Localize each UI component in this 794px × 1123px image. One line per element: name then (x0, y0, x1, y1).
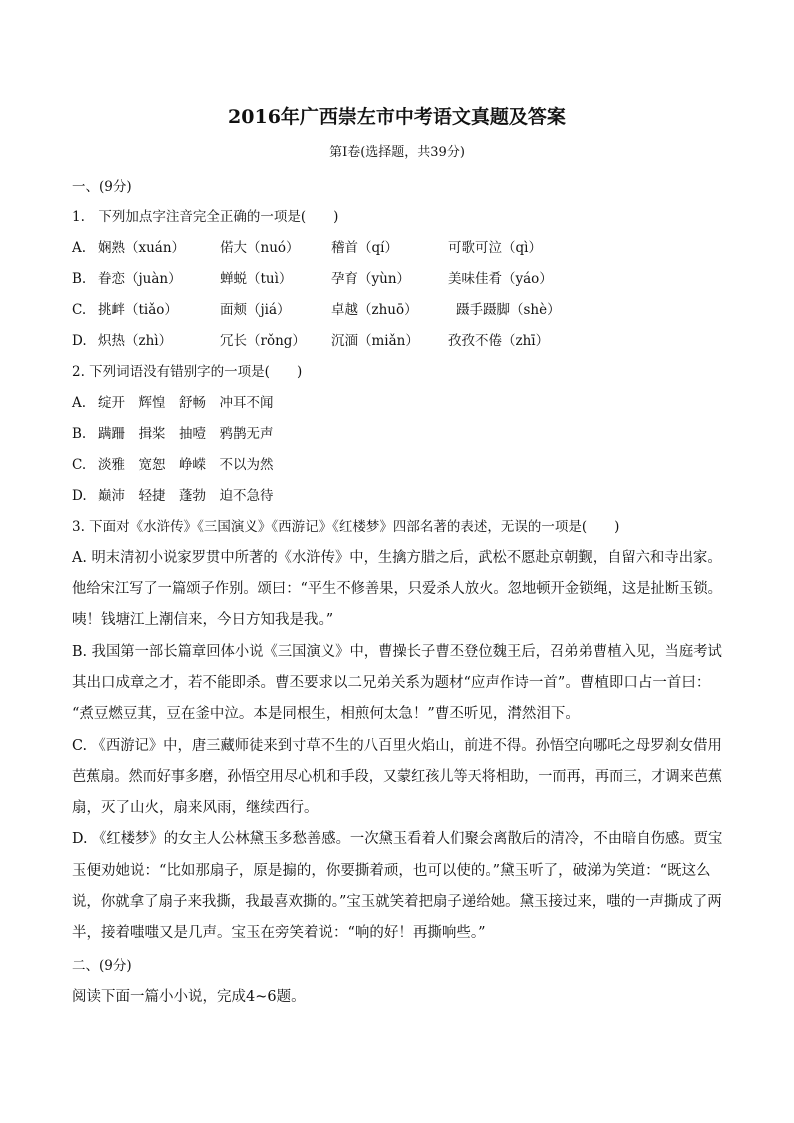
option-item: 面颊（jiá） (220, 302, 291, 318)
q3-option-c-line: 扇，灭了山火，扇来风雨，继续西行。 (72, 800, 319, 816)
q3-option-b-line: 其出口成章之才，若不能即杀。曹丕要求以二兄弟关系为题材“应声作诗一首”。曹植即口占一首曰： (72, 675, 711, 691)
option-text: 巅沛 轻捷 蓬勃 迫不急待 (98, 488, 274, 504)
option-item: 炽热（zhì） (98, 333, 173, 349)
option-letter: A. (72, 240, 87, 256)
option-item: 蝉蜕（tuì） (220, 271, 293, 287)
option-text: 绽开 辉惶 舒畅 冲耳不闻 (98, 395, 274, 411)
option-letter: C. (72, 457, 87, 473)
q3-option-d-line: 说，你就拿了扇子来我撕，我最喜欢撕的。”宝玉就笑着把扇子递给她。黛玉接过来，嗤的一声撕成了两 (72, 894, 722, 910)
q3-option-a-line: 咦！钱塘江上潮信来，今日方知我是我。” (72, 612, 334, 628)
q3-option-a-line: A. 明末清初小说家罗贯中所著的《水浒传》中，生擒方腊之后，武松不愿赴京朝觐，自留六和寺出家。 (72, 550, 722, 566)
option-item: 蹑手蹑脚（shè） (456, 302, 561, 318)
q3-option-d-line: 玉便劝她说：“比如那扇子，原是搧的，你要撕着顽，也可以使的。”黛玉听了，破涕为笑道：“既这么 (72, 863, 711, 879)
option-item: 娴熟（xuán） (98, 240, 186, 256)
q3-option-a-line: 他给宋江写了一篇颂子作别。颂曰：“平生不修善果，只爱杀人放火。忽地顿开金锁绳，这是扯断玉锁。 (72, 581, 722, 597)
option-item: 可歌可泣（qì） (448, 240, 542, 256)
option-letter: A. (72, 395, 87, 411)
option-item: 沉湎（miǎn） (331, 333, 419, 349)
option-letter: B. (72, 426, 87, 442)
option-text: 蹒跚 揖桨 抽噎 鸦鹊无声 (98, 426, 274, 442)
section-1-header: 一、(9分) (72, 179, 132, 195)
option-text: 淡雅 宽恕 峥嵘 不以为然 (98, 457, 274, 473)
option-item: 冗长（rǒng） (220, 333, 306, 349)
option-item: 稽首（qí） (331, 240, 398, 256)
option-item: 眷恋（juàn） (98, 271, 182, 287)
q3-option-d-line: D. 《红楼梦》的女主人公林黛玉多愁善感。一次黛玉看着人们聚会离散后的清冷，不由暗自伤感。贾宝 (72, 831, 723, 847)
option-letter: C. (72, 302, 87, 318)
q2-stem: 2. 下列词语没有错别字的一项是( ) (72, 364, 303, 380)
option-letter: B. (72, 271, 87, 287)
option-letter: D. (72, 333, 87, 349)
option-item: 偌大（nuó） (220, 240, 300, 256)
option-item: 孜孜不倦（zhī） (448, 333, 550, 349)
page-subtitle: 第Ⅰ卷(选择题，共39分) (329, 145, 465, 160)
q3-option-b-line: “煮豆燃豆萁，豆在釜中泣。本是同根生，相煎何太急！”曹丕听见，潸然泪下。 (72, 706, 580, 722)
q1-stem: 1. 下列加点字注音完全正确的一项是( ) (72, 209, 339, 225)
option-item: 美味佳肴（yáo） (448, 271, 553, 287)
q3-option-d-line: 半，接着嗤嗤又是几声。宝玉在旁笑着说：“响的好！再撕响些。” (72, 925, 486, 941)
option-item: 卓越（zhuō） (331, 302, 418, 318)
option-item: 孕育（yùn） (331, 271, 411, 287)
option-letter: D. (72, 488, 87, 504)
q3-stem: 3. 下面对《水浒传》《三国演义》《西游记》《红楼梦》四部名著的表述，无误的一项是( ) (72, 519, 620, 535)
q3-option-c-line: C. 《西游记》中，唐三藏师徒来到寸草不生的八百里火焰山，前进不得。孙悟空向哪吒之母罗刹女借用 (72, 738, 722, 754)
option-item: 挑衅（tiǎo） (98, 302, 178, 318)
q3-option-b-line: B. 我国第一部长篇章回体小说《三国演义》中，曹操长子曹丕登位魏王后，召弟弟曹植入见，当庭考试 (72, 644, 722, 660)
section-2-header: 二、(9分) (72, 958, 132, 974)
page-title: 2016年广西崇左市中考语文真题及答案 (228, 106, 566, 128)
q3-option-c-line: 芭蕉扇。然而好事多磨，孙悟空用尽心机和手段，又蒙红孩儿等天将相助，一而再，再而三，才调来芭蕉 (72, 769, 722, 785)
section-2-intro: 阅读下面一篇小小说，完成4~6题。 (72, 989, 306, 1005)
